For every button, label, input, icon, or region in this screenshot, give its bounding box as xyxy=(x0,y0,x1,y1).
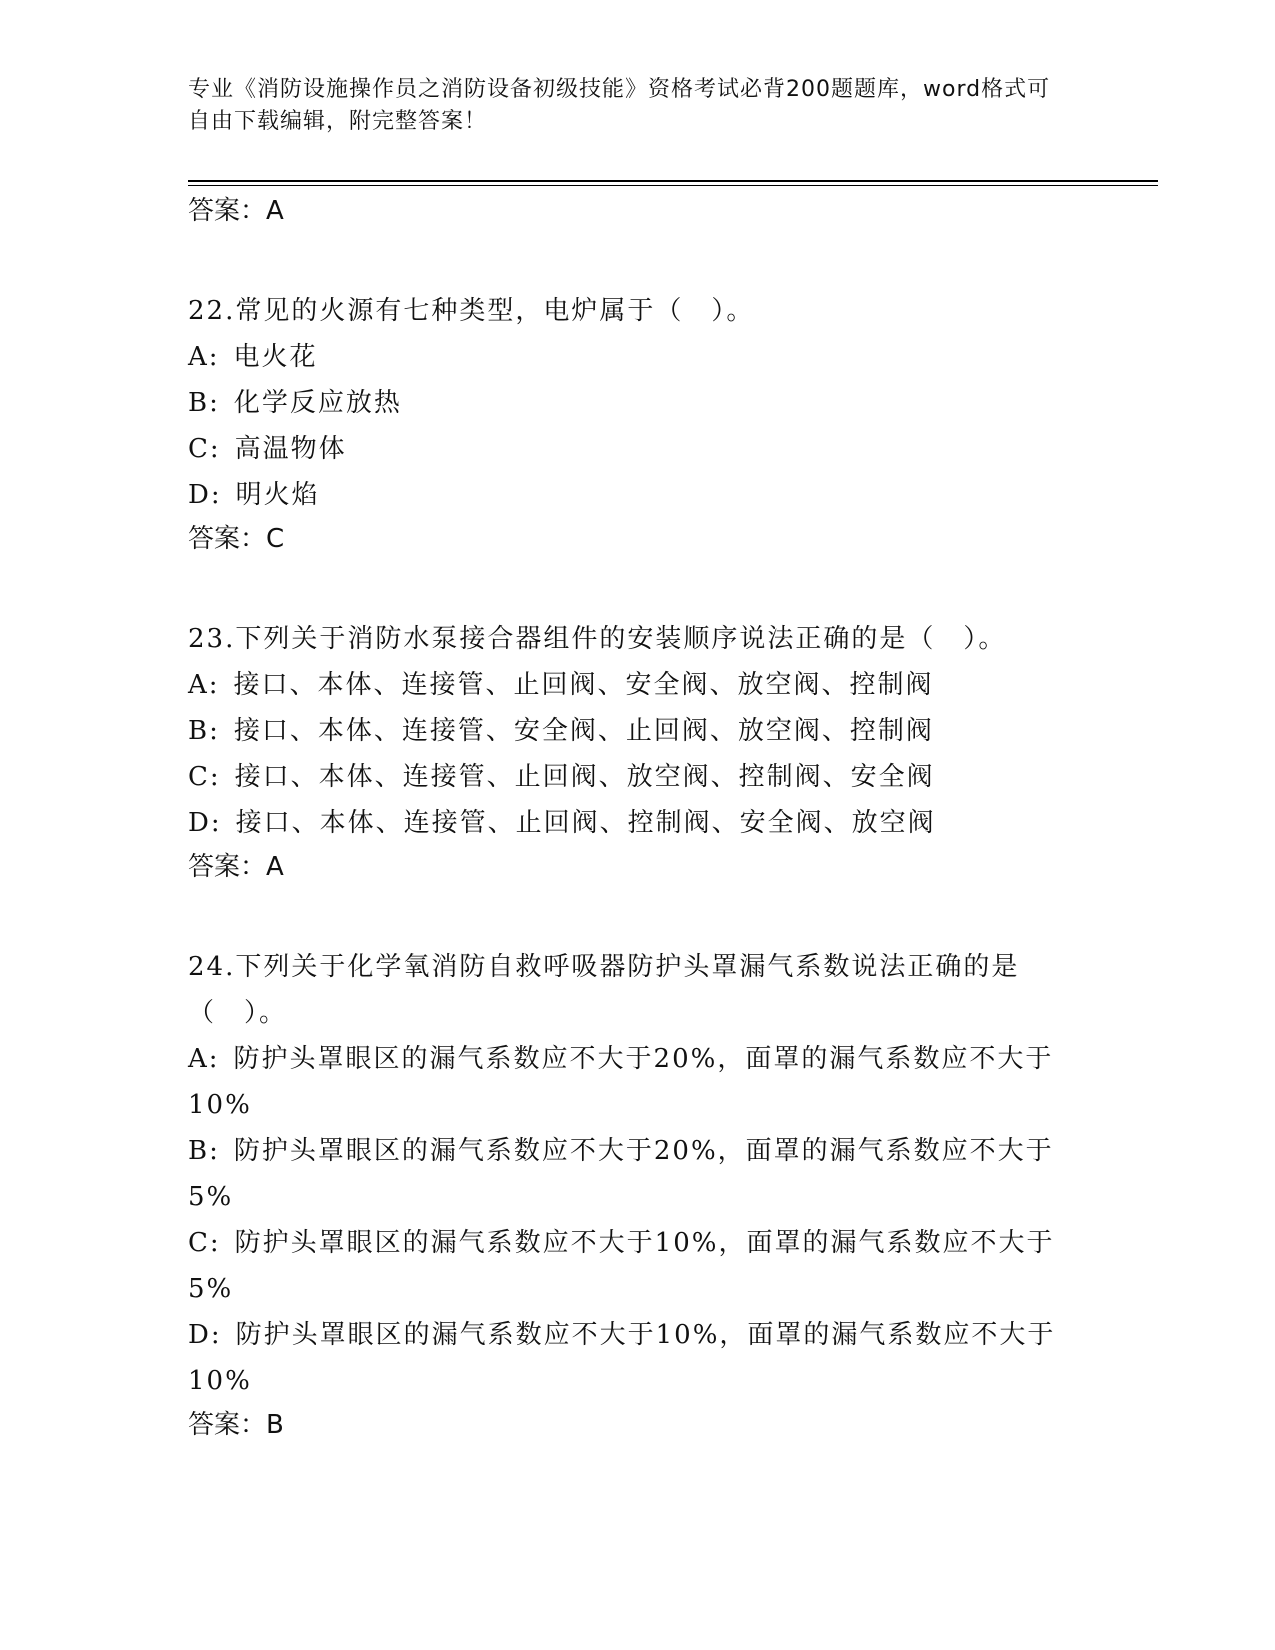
option-a xyxy=(188,334,1088,380)
question-24 xyxy=(188,944,1088,1446)
option-letter: A: xyxy=(188,1044,220,1074)
document-header: 专业《消防设施操作员之消防设备初级技能》资格考试必背200题题库，word格式可自由下载编辑，附完整答案！ xyxy=(188,77,1051,134)
option-text: 明火焰 xyxy=(235,480,320,510)
question-23 xyxy=(188,616,1088,888)
option-c xyxy=(188,754,1088,800)
option-letter: C: xyxy=(188,434,221,464)
answer-line: 答案：A xyxy=(188,852,284,882)
option-a xyxy=(188,1036,1088,1128)
page-content xyxy=(188,190,1088,1446)
answer-line: 答案：B xyxy=(188,1410,284,1440)
option-text: 接口、本体、连接管、止回阀、安全阀、放空阀、控制阀 xyxy=(233,670,934,700)
question-22 xyxy=(188,288,1088,560)
option-d xyxy=(188,800,1088,846)
question-stem: 24.下列关于化学氧消防自救呼吸器防护头罩漏气系数说法正确的是（ ）。 xyxy=(188,952,1020,1028)
option-a xyxy=(188,662,1088,708)
option-text: 接口、本体、连接管、止回阀、控制阀、安全阀、放空阀 xyxy=(235,808,936,838)
option-letter: D: xyxy=(188,1320,222,1350)
option-c xyxy=(188,1220,1088,1312)
option-letter: A: xyxy=(188,670,220,700)
option-letter: D: xyxy=(188,480,222,510)
option-text: 防护头罩眼区的漏气系数应不大于20%，面罩的漏气系数应不大于10% xyxy=(188,1044,1054,1120)
option-text: 接口、本体、连接管、止回阀、放空阀、控制阀、安全阀 xyxy=(234,762,935,792)
option-letter: B: xyxy=(188,388,220,418)
option-letter: A: xyxy=(188,342,220,372)
option-letter: B: xyxy=(188,1136,220,1166)
option-text: 接口、本体、连接管、安全阀、止回阀、放空阀、控制阀 xyxy=(233,716,934,746)
option-d xyxy=(188,1312,1088,1404)
option-text: 电火花 xyxy=(233,342,318,372)
option-b xyxy=(188,708,1088,754)
option-text: 防护头罩眼区的漏气系数应不大于20%，面罩的漏气系数应不大于5% xyxy=(188,1136,1054,1212)
option-b xyxy=(188,1128,1088,1220)
header-rule-thick xyxy=(188,180,1158,182)
question-stem: 22.常见的火源有七种类型，电炉属于（ ）。 xyxy=(188,296,755,326)
answer-line: 答案：C xyxy=(188,524,285,554)
option-text: 防护头罩眼区的漏气系数应不大于10%，面罩的漏气系数应不大于10% xyxy=(188,1320,1056,1396)
option-letter: D: xyxy=(188,808,222,838)
header-rule-thin xyxy=(188,185,1158,186)
option-text: 高温物体 xyxy=(234,434,347,464)
answer-line: 答案：A xyxy=(188,196,284,226)
option-d xyxy=(188,472,1088,518)
option-letter: C: xyxy=(188,1228,221,1258)
option-text: 化学反应放热 xyxy=(233,388,402,418)
option-letter: B: xyxy=(188,716,220,746)
option-c xyxy=(188,426,1088,472)
question-stem: 23.下列关于消防水泵接合器组件的安装顺序说法正确的是（ ）。 xyxy=(188,624,1007,654)
option-b xyxy=(188,380,1088,426)
option-text: 防护头罩眼区的漏气系数应不大于10%，面罩的漏气系数应不大于5% xyxy=(188,1228,1055,1304)
option-letter: C: xyxy=(188,762,221,792)
